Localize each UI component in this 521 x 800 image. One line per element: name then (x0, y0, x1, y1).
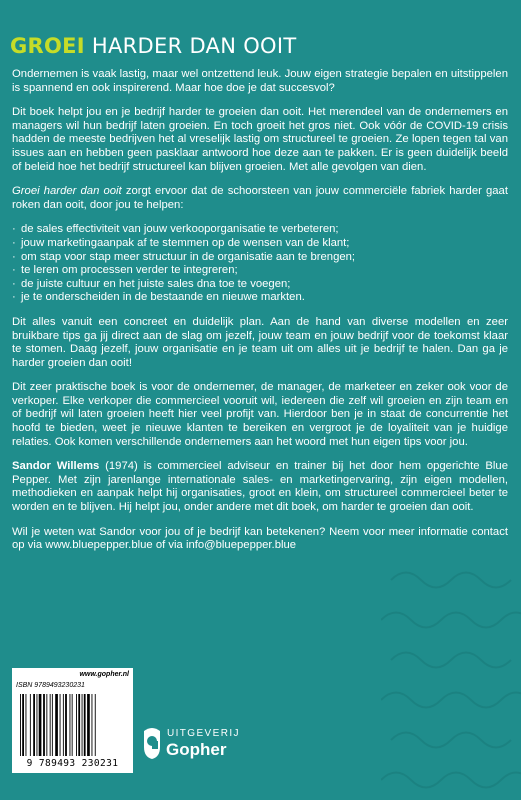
list-item: · de sales effectiviteit van jouw verkooporganisatie te verbeteren; (12, 223, 508, 237)
gopher-pattern-icon (381, 560, 521, 800)
title-rest: HARDER DAN OOIT (84, 34, 297, 58)
list-item: · je te onderscheiden in de bestaande en nieuwe markten. (12, 291, 508, 305)
benefits-list (12, 223, 508, 305)
publisher-logo (140, 724, 260, 764)
list-item: · jouw marketingaanpak af te stemmen op de wensen van de klant; (12, 237, 508, 251)
intro-paragraph: Ondernemen is vaak lastig, maar wel ontzettend leuk. Jouw eigen strategie bepalen en uitstippelen is spannend en ook inspirerend. Maar hoe doe je dat succesvol? (12, 68, 508, 94)
paragraph-growth: Dit boek helpt jou en je bedrijf harder te groeien dan ooit. Het merendeel van de ondernemers en managers wil hun bedrijf laten groeien. En toch groeit het gros niet. Ook vóór de COVID-19 crisis hadden de meeste bedrijven het al vreselijk lastig om structureel te groeien. Ze lopen tegen tal van issues aan en hebben geen pasklaar antwoord hoe deze aan te pakken. Er is geen duidelijk beeld of beleid hoe het bedrijf structureel kan blijven groeien. Met alle gevolgen van dien. (12, 106, 508, 173)
list-item: · te leren om processen verder te integreren; (12, 264, 508, 278)
barcode-digits: 9 789493 230231 (26, 758, 119, 769)
publisher-url: www.gopher.nl (79, 671, 129, 678)
gopher-logo-icon (140, 727, 164, 761)
contact-paragraph: Wil je weten wat Sandor voor jou of je bedrijf kan betekenen? Neem voor meer informatie contact op via www.bluepepper.blue of via info@bluepepper.blue (12, 525, 508, 552)
back-cover-text (12, 68, 508, 564)
list-item: · om stap voor stap meer structuur in de organisatie aan te brengen; (12, 251, 508, 265)
author-bio (12, 460, 508, 514)
author-bio-text: (1974) is commercieel adviseur en trainer bij het door hem opgerichte Blue Pepper. Met zijn jarenlange internationale sales- en marketingervaring, zijn eigen modellen, methodieken en aanpak helpt hij organisaties, groot en klein, om structureel commercieel beter te worden en te blijven. Hij helpt jou, onder andere met dit boek, om harder te groeien dan ooit. (12, 460, 508, 514)
barcode-panel (12, 668, 133, 773)
publisher-label: UITGEVERIJ (167, 728, 240, 739)
paragraph-audience: Dit zeer praktische boek is voor de ondernemer, de manager, de marketeer en zeker ook voor de verkoper. Elke verkoper die commercieel vooruit wil, iedereen die zelf wil groeien en zijn team en of bedrijf wil laten groeien heeft hier veel profijt van. Hierdoor ben je in staat de concurrentie het hoofd te bieden, weet je nieuwe klanten te bereiken en vergroot je de loyaliteit van je huidige relaties. Ook komen verschillende ondernemers aan het woord met hun eigen tips voor jou. (12, 381, 508, 448)
isbn-label: ISBN 9789493230231 (16, 682, 85, 689)
author-name: Sandor Willems (12, 460, 100, 473)
book-title-inline: Groei harder dan ooit (12, 185, 122, 198)
book-title (10, 34, 296, 58)
barcode-icon (18, 694, 127, 758)
publisher-name: Gopher (166, 740, 227, 759)
list-item: · de juiste cultuur en het juiste sales dna toe te voegen; (12, 278, 508, 292)
paragraph-plan: Dit alles vanuit een concreet en duidelijk plan. Aan de hand van diverse modellen en zeer bruikbare tips ga jij direct aan de slag om jezelf, jouw team en jouw bedrijf voor de toekomst klaar te stomen. Daag jezelf, jouw organisatie en je team uit om alles uit je bedrijf te halen. Dan ga je harder groeien dan ooit! (12, 315, 508, 369)
paragraph-benefits-text: zorgt ervoor dat de schoorsteen van jouw commerciële fabriek harder gaat roken dan ooit, door jou te helpen: (12, 185, 508, 211)
title-accent: GROEI (10, 34, 85, 58)
paragraph-benefits (12, 185, 508, 212)
